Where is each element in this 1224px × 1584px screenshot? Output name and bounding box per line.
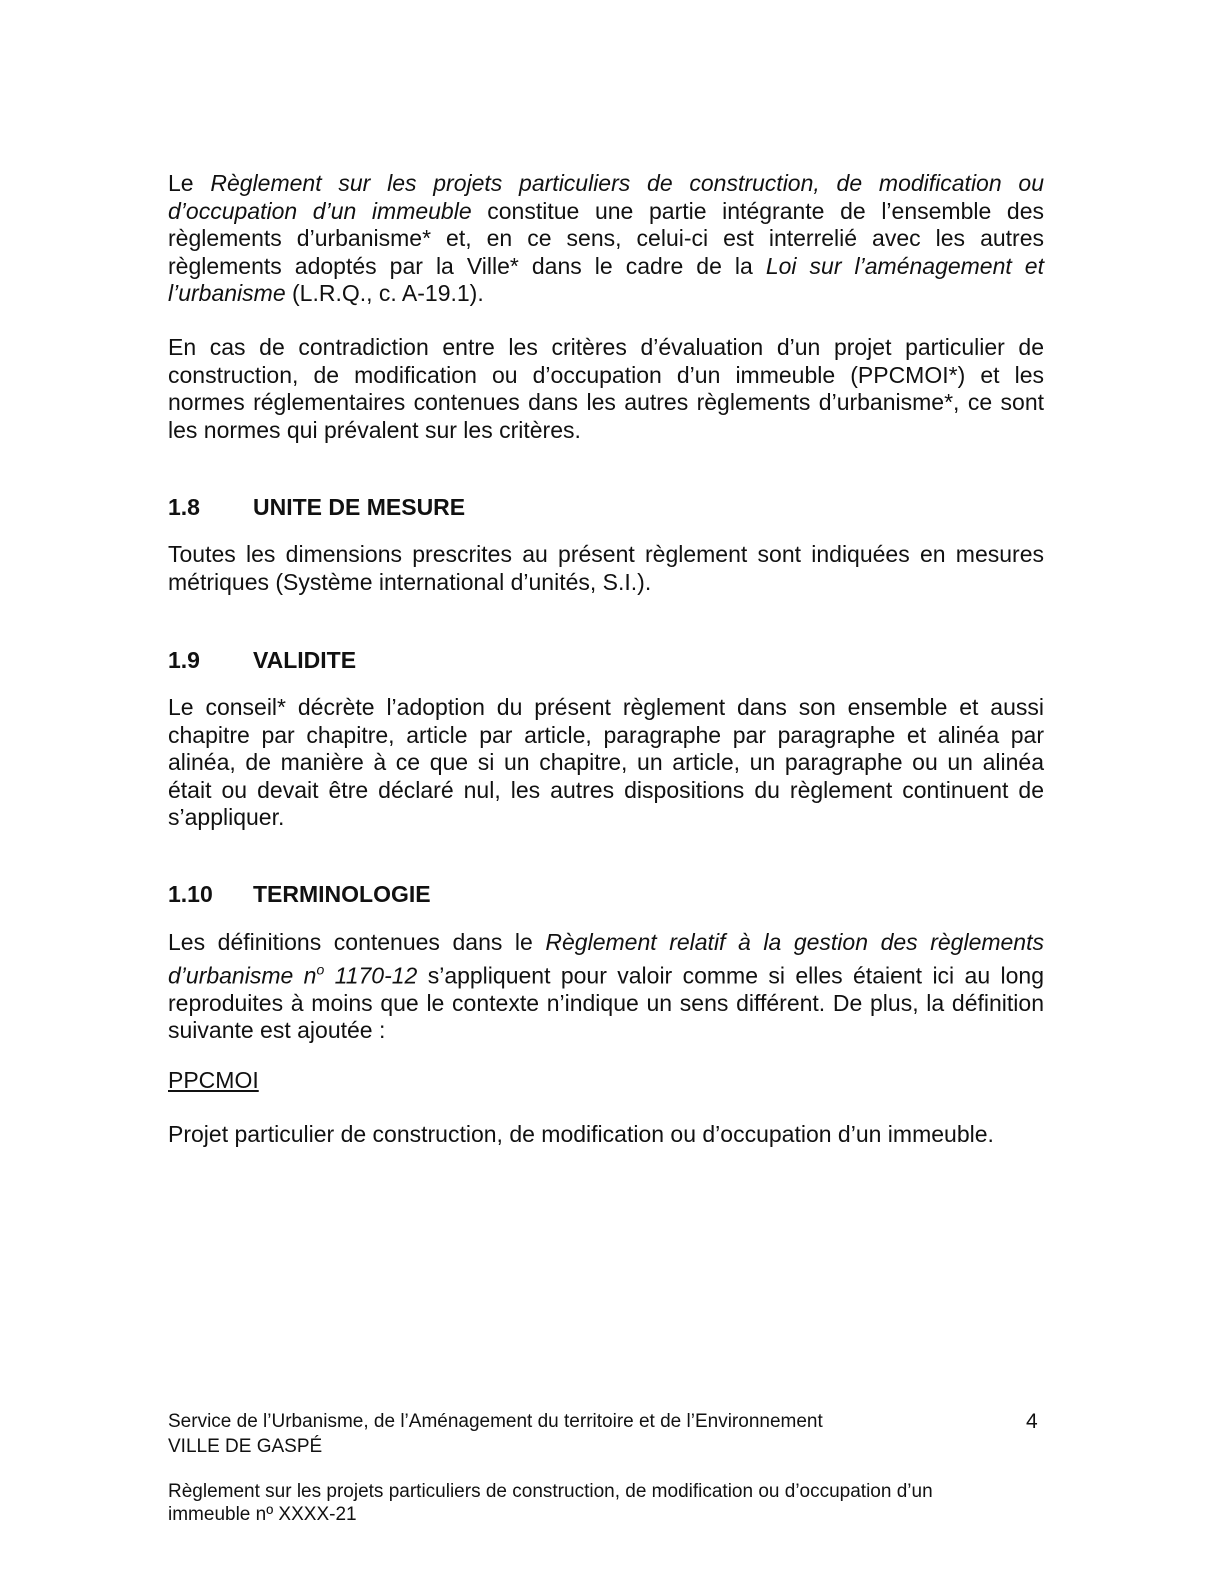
footer-regulation-line-1: Règlement sur les projets particuliers de construction, de modification ou d’occupation d’un	[168, 1481, 933, 1502]
section-title: UNITE DE MESURE	[253, 494, 466, 520]
intro-text-3: (L.R.Q., c. A-19.1).	[285, 280, 484, 306]
section-1-10-text	[168, 929, 1044, 1045]
terminology-text-1: Les définitions contenues dans le	[168, 929, 546, 955]
section-number: 1.9	[168, 647, 200, 673]
defined-term: PPCMOI	[168, 1067, 259, 1093]
footer-city: VILLE DE GASPÉ	[168, 1436, 323, 1457]
term-definition: Projet particulier de construction, de modification ou d’occupation d’un immeuble.	[168, 1121, 994, 1147]
terminology-regulation-title: Règlement relatif à la gestion des règlements d’urbanisme n	[168, 929, 1044, 989]
section-number: 1.8	[168, 494, 200, 520]
section-heading-1-10	[168, 881, 431, 908]
intro-text-2: constitue une partie intégrante de l’ensemble des règlements d’urbanisme* et, en ce sens, celui-ci est interrelié avec les autres règlements adoptés par la Ville* dans le cadre de la	[168, 197, 1044, 279]
intro-regulation-title: Règlement sur les projets particuliers de construction, de modification ou d’occupation d’un immeuble	[168, 170, 1044, 224]
footer-service: Service de l’Urbanisme, de l’Aménagement du territoire et de l’Environnement	[168, 1411, 823, 1432]
footer-regulation-line-2: immeuble nº XXXX-21	[168, 1504, 357, 1525]
section-heading-1-8	[168, 494, 465, 521]
terminology-text-2: s’appliquent pour valoir comme si elles étaient ici au long reproduites à moins que le contexte n’indique un sens différent. De plus, la définition suivante est ajoutée :	[168, 962, 1044, 1044]
intro-paragraph	[168, 170, 1044, 308]
section-title: TERMINOLOGIE	[253, 881, 431, 907]
section-heading-1-9	[168, 647, 356, 674]
intro-text-1: Le	[168, 170, 211, 196]
section-1-8-text: Toutes les dimensions prescrites au présent règlement sont indiquées en mesures métriques (Système international d’unités, S.I.).	[168, 541, 1044, 595]
number-sign-superscript: o	[316, 961, 325, 978]
section-title: VALIDITE	[253, 647, 357, 673]
section-1-9-text: Le conseil* décrète l’adoption du présent règlement dans son ensemble et aussi chapitre par chapitre, article par article, paragraphe par paragraphe et alinéa par alinéa, de manière à ce que si un chapitre, un article, un paragraphe ou un alinéa était ou devait être déclaré nul, les autres dispositions du règlement continuent de s’appliquer.	[168, 694, 1044, 830]
intro-law-title: Loi sur l’aménagement et l’urbanisme	[168, 252, 1044, 306]
page-number: 4	[1026, 1410, 1038, 1433]
contradiction-paragraph: En cas de contradiction entre les critères d’évaluation d’un projet particulier de construction, de modification ou d’occupation d’un immeuble (PPCMOI*) et les normes réglementaires contenues dans les autres règlements d’urbanisme*, ce sont les normes qui prévalent sur les critères.	[168, 334, 1044, 443]
terminology-regulation-number: 1170-12	[324, 962, 418, 989]
section-number: 1.10	[168, 881, 213, 907]
